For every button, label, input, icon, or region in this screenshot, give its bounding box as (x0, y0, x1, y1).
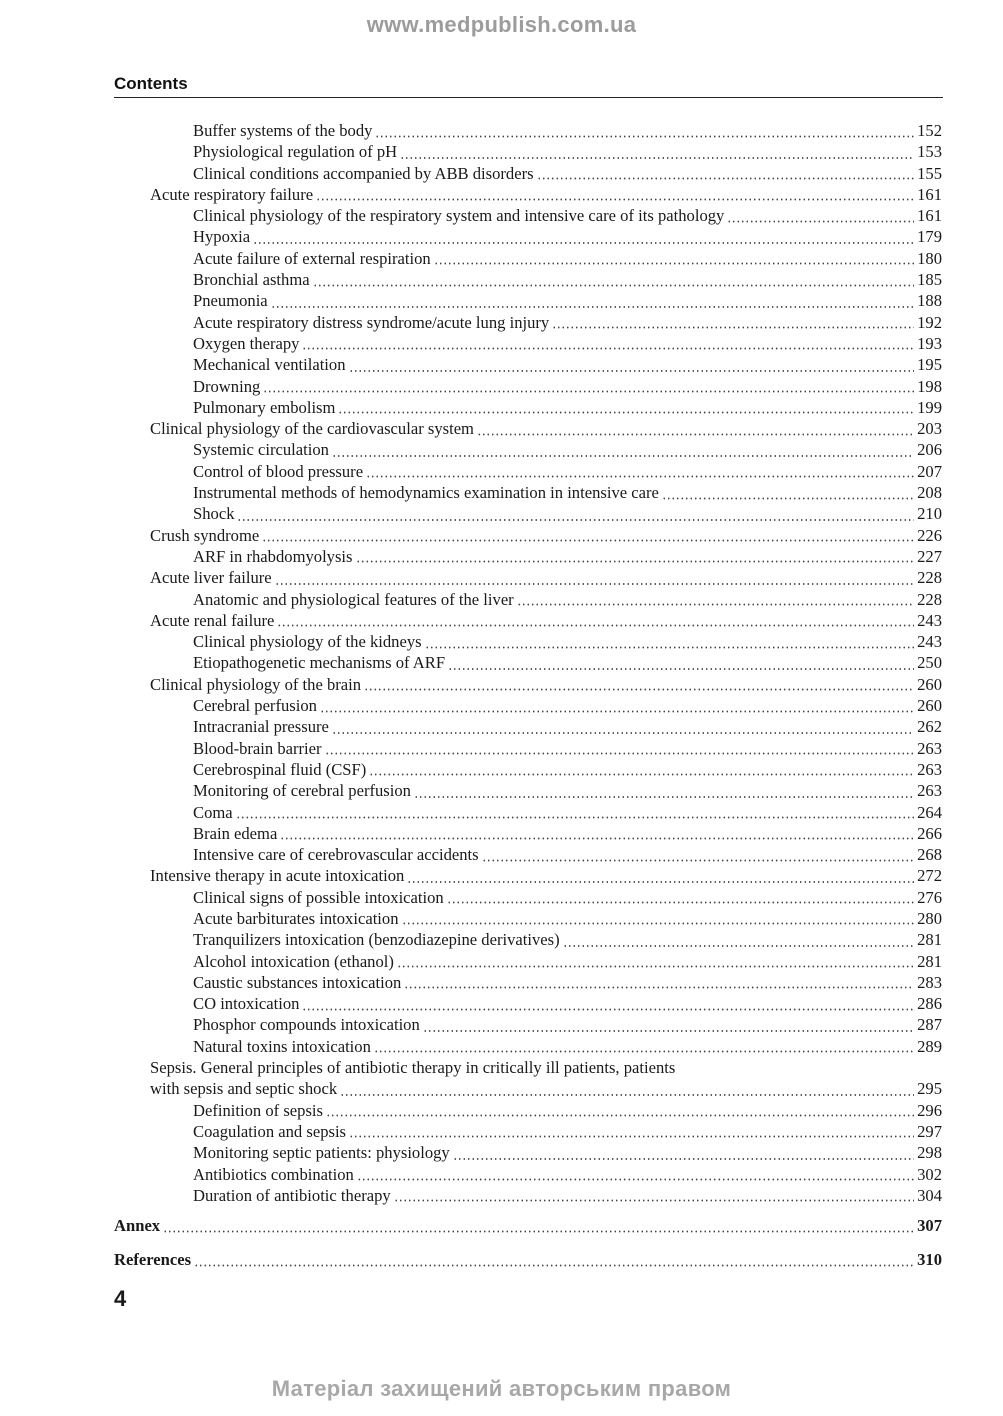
header-rule (114, 97, 943, 98)
toc-entry (0, 354, 1003, 375)
toc-entry-title: Clinical signs of possible intoxication (193, 887, 444, 907)
dot-leader (163, 1215, 914, 1236)
backmatter-entry (0, 1215, 1003, 1236)
toc-entry-title: Intracranial pressure (193, 717, 329, 737)
toc-entry-page: 180 (917, 248, 942, 268)
toc-entry (0, 120, 1003, 141)
dot-leader (356, 546, 915, 567)
toc-entry (0, 1078, 1003, 1099)
running-head: Contents (114, 74, 188, 93)
dot-leader (340, 1078, 914, 1099)
toc-entry-title: Clinical physiology of the cardiovascular system (150, 419, 474, 439)
toc-entry-page: 264 (917, 802, 942, 822)
toc-entry-title: Anatomic and physiological features of the liver (193, 589, 514, 609)
toc-entry (0, 716, 1003, 737)
dot-leader (338, 397, 914, 418)
toc-entry-title: Brain edema (193, 823, 278, 843)
toc-entry-title: Antibiotics combination (193, 1164, 354, 1184)
toc-entry (0, 1121, 1003, 1142)
toc-entry-title: Monitoring of cerebral perfusion (193, 781, 411, 801)
toc-entry (0, 205, 1003, 226)
toc-entry-title: Mechanical ventilation (193, 355, 346, 375)
toc-entry (0, 439, 1003, 460)
toc-entry (0, 418, 1003, 439)
backmatter-page: 310 (917, 1250, 942, 1269)
dot-leader (271, 290, 914, 311)
toc-entry (0, 461, 1003, 482)
toc-entry (0, 929, 1003, 950)
dot-leader (364, 674, 914, 695)
table-of-contents (0, 120, 1003, 1206)
toc-entry-page: 161 (917, 206, 942, 226)
toc-entry (0, 1100, 1003, 1121)
toc-entry-title: Control of blood pressure (193, 461, 364, 481)
toc-entry (0, 269, 1003, 290)
toc-entry-page: 228 (917, 568, 942, 588)
toc-entry-page: 260 (917, 674, 942, 694)
toc-entry (0, 1036, 1003, 1057)
toc-entry-page: 155 (917, 163, 942, 183)
toc-entry-page: 304 (917, 1185, 942, 1205)
toc-entry-page: 203 (917, 419, 942, 439)
dot-leader (237, 503, 914, 524)
toc-entry (0, 163, 1003, 184)
toc-entry (0, 738, 1003, 759)
dot-leader (552, 312, 914, 333)
toc-entry (0, 1185, 1003, 1206)
toc-entry-page: 208 (917, 483, 942, 503)
toc-entry-page: 243 (917, 632, 942, 652)
toc-entry-page: 289 (917, 1036, 942, 1056)
toc-entry (0, 503, 1003, 524)
toc-entry-title: Intensive therapy in acute intoxication (150, 866, 405, 886)
toc-entry-title: Pulmonary embolism (193, 397, 336, 417)
toc-entry-title: Bronchial asthma (193, 270, 310, 290)
toc-entry (0, 1164, 1003, 1185)
toc-entry-title: Shock (193, 504, 235, 524)
toc-entry-title: Intensive care of cerebrovascular accidents (193, 845, 479, 865)
dot-leader (453, 1142, 914, 1163)
toc-entry-title: Sepsis. General principles of antibiotic therapy in critically ill patients, patients (150, 1058, 676, 1078)
toc-entry (0, 376, 1003, 397)
dot-leader (397, 951, 914, 972)
toc-entry (0, 525, 1003, 546)
toc-entry-title: Pneumonia (193, 291, 268, 311)
dot-leader (537, 163, 915, 184)
dot-leader (414, 780, 914, 801)
toc-entry-title: CO intoxication (193, 994, 300, 1014)
toc-entry (0, 951, 1003, 972)
dot-leader (407, 865, 914, 886)
toc-entry-page: 297 (917, 1121, 942, 1141)
toc-entry-title: Physiological regulation of pH (193, 142, 398, 162)
toc-entry-title: Buffer systems of the body (193, 121, 373, 140)
toc-entry-page: 243 (917, 610, 942, 630)
toc-entry-page: 262 (917, 717, 942, 737)
toc-entry (0, 226, 1003, 247)
toc-entry-title: Crush syndrome (150, 525, 260, 545)
toc-entry-title: Etiopathogenetic mechanisms of ARF (193, 653, 446, 673)
dot-leader (662, 482, 914, 503)
page-number: 4 (114, 1286, 127, 1311)
dot-leader (349, 354, 915, 375)
toc-entry (0, 631, 1003, 652)
toc-entry-title: Clinical physiology of the kidneys (193, 632, 422, 652)
backmatter-entry (0, 1249, 1003, 1270)
toc-entry (0, 759, 1003, 780)
toc-entry (0, 312, 1003, 333)
toc-entry-page: 283 (917, 972, 942, 992)
dot-leader (366, 461, 914, 482)
dot-leader (349, 1121, 914, 1142)
dot-leader (425, 631, 915, 652)
toc-entry-page: 193 (917, 333, 942, 353)
dot-leader (275, 567, 914, 588)
toc-entry (0, 908, 1003, 929)
toc-entry (0, 184, 1003, 205)
toc-entry-page: 198 (917, 376, 942, 396)
toc-entry-title: Cerebrospinal fluid (CSF) (193, 759, 367, 779)
dot-leader (313, 269, 915, 290)
toc-entry-title: Clinical physiology of the brain (150, 674, 362, 694)
toc-entry (0, 589, 1003, 610)
toc-entry-page: 298 (917, 1143, 942, 1163)
toc-entry (0, 887, 1003, 908)
toc-entry-title: Coma (193, 802, 233, 822)
toc-entry-page: 268 (917, 845, 942, 865)
dot-leader (253, 226, 914, 247)
toc-entry (0, 993, 1003, 1014)
toc-entry-title: Systemic circulation (193, 440, 329, 460)
dot-leader (236, 802, 914, 823)
toc-entry-title: ARF in rhabdomyolysis (193, 546, 353, 566)
toc-entry-page: 228 (917, 589, 942, 609)
toc-entry-page: 287 (917, 1015, 942, 1035)
toc-entry-page: 185 (917, 270, 942, 290)
toc-entry-title: Oxygen therapy (193, 333, 300, 353)
toc-entry-title: Acute liver failure (150, 568, 272, 588)
toc-entry-page: 286 (917, 994, 942, 1014)
dot-leader (394, 1185, 914, 1206)
toc-entry-title: Blood-brain barrier (193, 738, 322, 758)
dot-leader (332, 439, 914, 460)
dot-leader (434, 248, 914, 269)
toc-entry (0, 823, 1003, 844)
dot-leader (404, 972, 914, 993)
toc-entry-page: 260 (917, 696, 942, 716)
toc-entry-title: Drowning (193, 376, 261, 396)
dot-leader (727, 205, 914, 226)
toc-entry (0, 652, 1003, 673)
dot-leader (280, 823, 914, 844)
toc-entry-page: 152 (917, 121, 942, 140)
dot-leader (332, 716, 914, 737)
toc-entry-title: Alcohol intoxication (ethanol) (193, 951, 394, 971)
toc-entry-title: Definition of sepsis (193, 1100, 323, 1120)
dot-leader (369, 759, 914, 780)
watermark-bottom: Матеріал захищений авторським правом (271, 1376, 732, 1401)
toc-entry-title: Acute failure of external respiration (193, 248, 431, 268)
dot-leader (423, 1014, 914, 1035)
toc-entry (0, 865, 1003, 886)
toc-entry-page: 206 (917, 440, 942, 460)
toc-entry (0, 248, 1003, 269)
toc-entry-title: Caustic substances intoxication (193, 972, 402, 992)
toc-entry-title: with sepsis and septic shock (150, 1079, 338, 1099)
toc-entry-title: Coagulation and sepsis (193, 1121, 347, 1141)
toc-entry (0, 141, 1003, 162)
dot-leader (263, 376, 914, 397)
toc-entry-page: 195 (917, 355, 942, 375)
toc-entry-page: 281 (917, 951, 942, 971)
toc-entry (0, 290, 1003, 311)
toc-entry-page: 296 (917, 1100, 942, 1120)
toc-entry-line1 (0, 1057, 1003, 1078)
dot-leader (357, 1164, 914, 1185)
dot-leader (447, 887, 914, 908)
toc-entry-title: Acute barbiturates intoxication (193, 908, 399, 928)
toc-entry-page: 295 (917, 1079, 942, 1099)
dot-leader (402, 908, 915, 929)
toc-entry-page: 250 (917, 653, 942, 673)
toc-entry-page: 179 (917, 227, 942, 247)
toc-entry (0, 397, 1003, 418)
backmatter-title: Annex (114, 1216, 161, 1235)
dot-leader (326, 1100, 914, 1121)
toc-entry-page: 227 (917, 546, 942, 566)
dot-leader (316, 184, 914, 205)
toc-entry-page: 226 (917, 525, 942, 545)
dot-leader (477, 418, 914, 439)
toc-entry-title: Duration of antibiotic therapy (193, 1185, 391, 1205)
toc-entry-title: Cerebral perfusion (193, 696, 317, 716)
toc-entry (0, 972, 1003, 993)
toc-entry-title: Acute renal failure (150, 610, 275, 630)
toc-entry-title: Hypoxia (193, 227, 251, 247)
toc-entry-page: 263 (917, 738, 942, 758)
backmatter-page: 307 (917, 1216, 942, 1235)
toc-entry-page: 302 (917, 1164, 942, 1184)
toc-entry-page: 161 (917, 184, 942, 204)
dot-leader (302, 333, 914, 354)
toc-entry-title: Instrumental methods of hemodynamics examination in intensive care (193, 483, 659, 503)
toc-entry-title: Phosphor compounds intoxication (193, 1015, 420, 1035)
toc-entry-page: 188 (917, 291, 942, 311)
toc-entry-title: Clinical conditions accompanied by ABB disorders (193, 163, 534, 183)
toc-entry (0, 695, 1003, 716)
toc-entry-page: 153 (917, 142, 942, 162)
dot-leader (400, 141, 914, 162)
toc-entry (0, 844, 1003, 865)
watermark-top: www.medpublish.com.ua (366, 12, 637, 37)
toc-entry-page: 207 (917, 461, 942, 481)
dot-leader (517, 589, 914, 610)
dot-leader (302, 993, 914, 1014)
toc-entry-title: Natural toxins intoxication (193, 1036, 371, 1056)
toc-entry-page: 272 (917, 866, 942, 886)
dot-leader (277, 610, 914, 631)
toc-entry (0, 674, 1003, 695)
toc-entry-title: Monitoring septic patients: physiology (193, 1143, 450, 1163)
toc-entry-page: 199 (917, 397, 942, 417)
toc-entry-title: Acute respiratory failure (150, 184, 314, 204)
toc-entry (0, 482, 1003, 503)
dot-leader (448, 652, 914, 673)
dot-leader (375, 120, 914, 141)
dot-leader (194, 1249, 914, 1270)
backmatter-title: References (114, 1250, 192, 1269)
dot-leader (262, 525, 914, 546)
toc-entry (0, 610, 1003, 631)
toc-entry (0, 546, 1003, 567)
toc-entry (0, 567, 1003, 588)
toc-entry-title: Clinical physiology of the respiratory system and intensive care of its pathology (193, 206, 725, 226)
toc-entry-page: 210 (917, 504, 942, 524)
toc-entry-page: 263 (917, 759, 942, 779)
toc-entry-title: Acute respiratory distress syndrome/acute lung injury (193, 312, 550, 332)
dot-leader (482, 844, 914, 865)
toc-entry-page: 192 (917, 312, 942, 332)
toc-entry-page: 280 (917, 908, 942, 928)
dot-leader (325, 738, 915, 759)
toc-entry-page: 276 (917, 887, 942, 907)
toc-entry (0, 333, 1003, 354)
toc-entry-page: 266 (917, 823, 942, 843)
toc-entry (0, 802, 1003, 823)
toc-entry-page: 263 (917, 781, 942, 801)
toc-entry-page: 281 (917, 930, 942, 950)
toc-entry-title: Tranquilizers intoxication (benzodiazepine derivatives) (193, 930, 560, 950)
dot-leader (563, 929, 914, 950)
toc-entry (0, 1142, 1003, 1163)
toc-entry (0, 1014, 1003, 1035)
dot-leader (374, 1036, 914, 1057)
toc-entry (0, 780, 1003, 801)
dot-leader (320, 695, 914, 716)
